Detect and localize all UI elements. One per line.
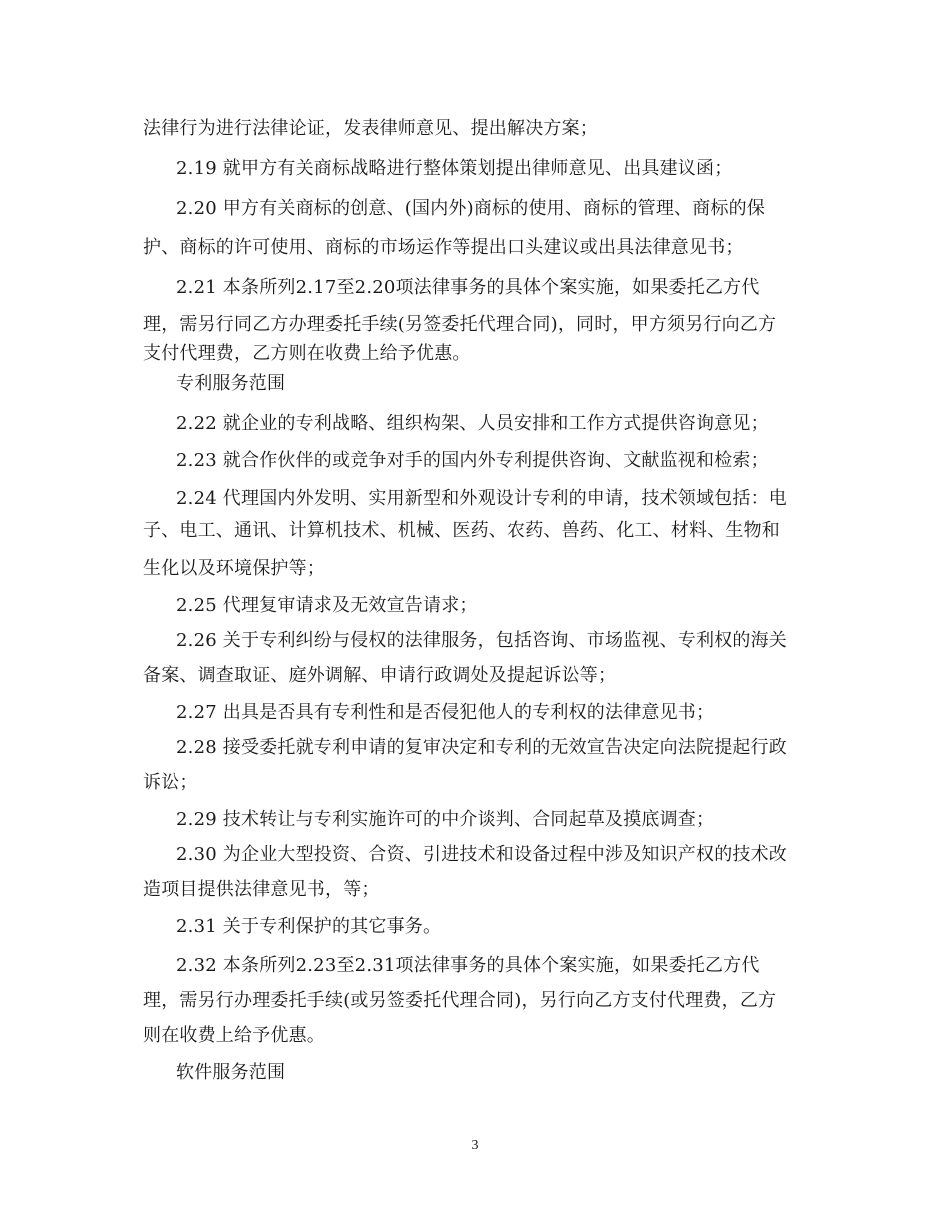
section-heading-software: 软件服务范围 bbox=[176, 1062, 286, 1083]
text-line: 2.26 关于专利纠纷与侵权的法律服务，包括咨询、市场监视、专利权的海关 bbox=[176, 630, 787, 651]
page-number: 3 bbox=[471, 1138, 479, 1153]
text-line: 诉讼； bbox=[143, 772, 198, 793]
text-line: 2.32 本条所列2.23至2.31项法律事务的具体个案实施，如果委托乙方代 bbox=[176, 955, 760, 976]
text-line: 法律行为进行法律论证，发表律师意见、提出解决方案； bbox=[143, 118, 598, 139]
text-line: 2.23 就合作伙伴的或竞争对手的国内外专利提供咨询、文献监视和检索； bbox=[176, 450, 769, 471]
text-line: 2.31 关于专利保护的其它事务。 bbox=[176, 916, 442, 937]
text-line: 理，需另行办理委托手续(或另签委托代理合同)，另行向乙方支付代理费，乙方 bbox=[143, 990, 777, 1011]
text-line: 支付代理费，乙方则在收费上给予优惠。 bbox=[143, 343, 471, 364]
text-line: 2.25 代理复审请求及无效宣告请求； bbox=[176, 595, 478, 616]
text-line: 护、商标的许可使用、商标的市场运作等提出口头建议或出具法律意见书； bbox=[143, 237, 744, 258]
text-line: 2.27 出具是否具有专利性和是否侵犯他人的专利权的法律意见书； bbox=[176, 702, 715, 723]
text-line: 2.24 代理国内外发明、实用新型和外观设计专利的申请，技术领域包括：电 bbox=[176, 488, 787, 509]
text-line: 2.30 为企业大型投资、合资、引进技术和设备过程中涉及知识产权的技术改 bbox=[176, 844, 787, 865]
text-line: 子、电工、通讯、计算机技术、机械、医药、农药、兽药、化工、材料、生物和 bbox=[143, 520, 780, 541]
text-line: 2.21 本条所列2.17至2.20项法律事务的具体个案实施，如果委托乙方代 bbox=[176, 277, 760, 298]
text-line: 理，需另行同乙方办理委托手续(另签委托代理合同)，同时，甲方须另行向乙方 bbox=[143, 314, 777, 335]
text-line: 2.22 就企业的专利战略、组织构架、人员安排和工作方式提供咨询意见； bbox=[176, 413, 769, 434]
text-line: 2.19 就甲方有关商标战略进行整体策划提出律师意见、出具建议函； bbox=[176, 158, 733, 179]
text-line: 2.29 技术转让与专利实施许可的中介谈判、合同起草及摸底调查； bbox=[176, 809, 715, 830]
text-line: 生化以及环境保护等； bbox=[143, 558, 325, 579]
text-line: 则在收费上给予优惠。 bbox=[143, 1025, 325, 1046]
text-line: 备案、调查取证、庭外调解、申请行政调处及提起诉讼等； bbox=[143, 665, 617, 686]
text-line: 造项目提供法律意见书，等； bbox=[143, 879, 380, 900]
text-line: 2.20 甲方有关商标的创意、(国内外)商标的使用、商标的管理、商标的保 bbox=[176, 198, 766, 219]
section-heading-patent: 专利服务范围 bbox=[176, 373, 286, 394]
text-line: 2.28 接受委托就专利申请的复审决定和专利的无效宣告决定向法院提起行政 bbox=[176, 737, 787, 758]
